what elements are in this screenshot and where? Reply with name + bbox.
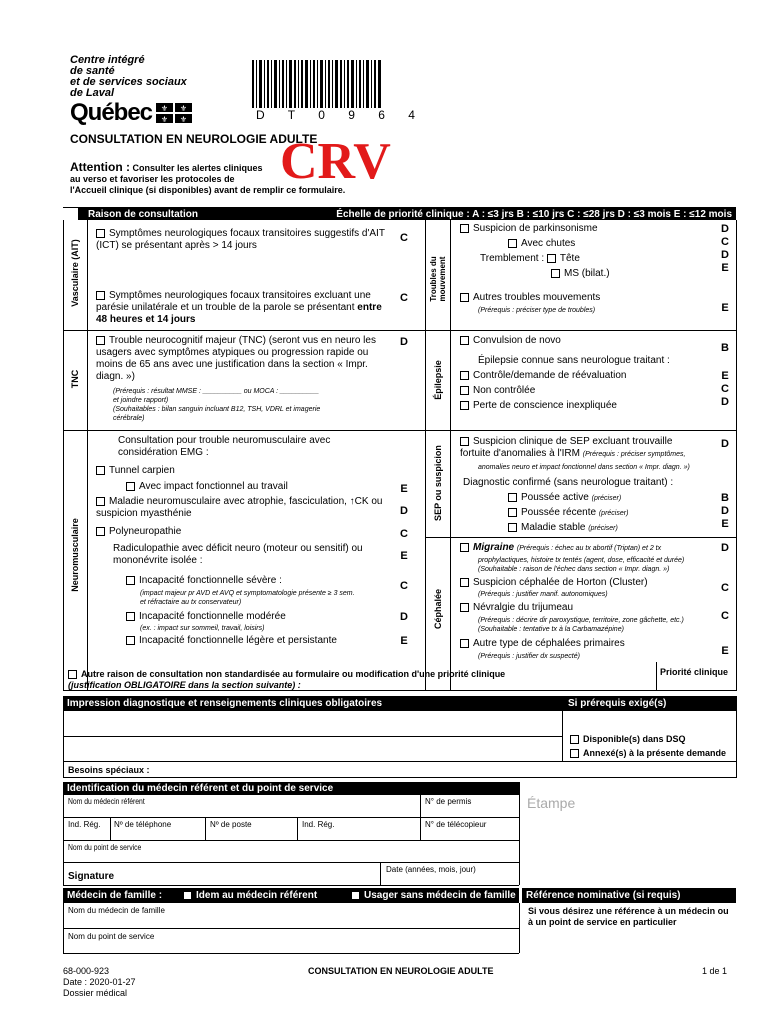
sep1-item[interactable]: Suspicion clinique de SEP excluant trouvaille fortuite d'anomalies à l'IRM (Prérequis : préciser symptômes,	[460, 436, 686, 459]
epil-c3[interactable]: Perte de conscience inexpliquée	[460, 400, 710, 412]
nm-severe[interactable]: Incapacité fonctionnelle sévère :	[126, 575, 386, 587]
section-vasculaire: Vasculaire (AIT)	[70, 239, 80, 307]
autre-ceph-item[interactable]: Autre type de céphalées primaires	[460, 638, 710, 650]
checkbox[interactable]	[551, 269, 560, 278]
epil-connue: Épilepsie connue sans neurologue traitant :	[478, 355, 670, 366]
sep1-note: anomalies neuro et impact fonctionnel dans section « Impr. diagn. »)	[478, 464, 690, 471]
checkbox[interactable]	[460, 401, 469, 410]
telecopieur-label: N° de télécopieur	[425, 820, 487, 829]
sep-stable[interactable]: Maladie stable (préciser)	[508, 522, 708, 534]
priority: C	[400, 232, 408, 244]
impression-header: Impression diagnostique et renseignements cliniques obligatoires Si prérequis exigé(s)	[63, 696, 737, 711]
priority: E	[400, 550, 408, 562]
nm-severe-note: (impact majeur pr AVD et AVQ et symptomatologie présente ≥ 3 sem. et réfractaire au tx conservateur)	[140, 590, 355, 606]
barcode	[252, 60, 382, 108]
ref-nominative-header: Référence nominative (si requis)	[522, 888, 736, 903]
priority: D	[400, 611, 408, 623]
tnc-prereq: (Prérequis : résultat MMSE : __________ ou MOCA : __________ et joindre rapport) (Souhaitables : bilan sanguin incluant B12, TSH, VDRL et imagerie cérébrale)	[113, 388, 321, 422]
quebec-logo: Québec ⚜ ⚜ ⚜ ⚜	[70, 99, 192, 127]
section-tnc: TNC	[70, 369, 80, 389]
impression-field-2[interactable]	[63, 737, 561, 760]
ind-reg-label: Ind. Rég.	[68, 820, 101, 829]
nm-poly[interactable]: Polyneuropathie	[96, 526, 376, 538]
divider-ait-tnc	[63, 330, 425, 331]
nm-moderee[interactable]: Incapacité fonctionnelle modérée	[126, 611, 386, 623]
barcode-text: D T 0 9 6 4	[256, 108, 425, 122]
checkbox[interactable]	[547, 254, 556, 263]
checkbox[interactable]	[460, 639, 469, 648]
checkbox[interactable]	[96, 229, 105, 238]
autre-ceph-note: (Prérequis : justifier dx suspecté)	[478, 653, 580, 660]
checkbox[interactable]	[126, 482, 135, 491]
divider-epi-sep	[425, 430, 736, 431]
horton-item[interactable]: Suspicion céphalée de Horton (Cluster)	[460, 577, 710, 589]
section-cephalee: Céphalée	[433, 588, 443, 630]
frame-corner	[63, 207, 77, 221]
svg-text:⚜: ⚜	[160, 104, 169, 113]
ident-header: Identification du médecin référent et du point de service	[63, 782, 519, 795]
checkbox[interactable]	[508, 239, 517, 248]
checkbox[interactable]	[508, 493, 517, 502]
reason-header: Raison de consultation	[78, 208, 230, 220]
divider-sep-ceph	[425, 537, 736, 538]
section-troubles: Troubles du mouvement	[429, 256, 447, 302]
section-sep: SEP ou suspicion	[433, 445, 443, 521]
checkbox[interactable]	[460, 371, 469, 380]
priority-scale-header: Échelle de priorité clinique : A : ≤3 jrs B : ≤10 jrs C : ≤28 jrs D : ≤3 mois E : ≤12 mois	[230, 208, 736, 220]
checkbox[interactable]	[183, 891, 192, 900]
id-div2	[205, 817, 206, 840]
right-border	[736, 220, 737, 690]
id-div3	[297, 817, 298, 840]
footer-left: 68-000-923 Date : 2020-01-27 Dossier médical	[63, 966, 136, 998]
imp-row3	[63, 777, 737, 778]
svg-text:⚜: ⚜	[179, 104, 188, 113]
priority: C	[400, 292, 408, 304]
nom-medecin-label: Nom du médecin référent	[68, 797, 145, 806]
checkbox[interactable]	[570, 749, 579, 758]
ait1-item[interactable]: Symptômes neurologiques focaux transitoires suggestifs d'AIT (ICT) se présentant après > 14 jours	[96, 228, 385, 251]
checkbox[interactable]	[96, 466, 105, 475]
checkbox[interactable]	[96, 336, 105, 345]
form-title: CONSULTATION EN NEUROLOGIE ADULTE	[70, 132, 318, 146]
nm-tunnel-impact[interactable]: Avec impact fonctionnel au travail	[126, 481, 386, 493]
priority: E	[400, 635, 408, 647]
migraine-note: prophylactiques, histoire tx tentés (agent, dose, efficacité et durée) (Souhaitable : raison de l'échec dans section « Impr. diagn. »)	[478, 557, 685, 573]
point-service-famille-label: Nom du point de service	[68, 932, 155, 941]
checkbox[interactable]	[126, 636, 135, 645]
nm-tunnel[interactable]: Tunnel carpien	[96, 465, 376, 477]
section-neuromusculaire: Neuromusculaire	[70, 518, 80, 592]
migraine-item[interactable]: Migraine (Prérequis : échec au tx abortif (Triptan) et 2 tx	[460, 542, 710, 554]
checkbox[interactable]	[460, 543, 469, 552]
imp-row2	[63, 761, 737, 762]
crv-stamp: CRV	[280, 133, 391, 190]
fam-row1	[63, 928, 519, 929]
imp-right	[736, 711, 737, 777]
nom-medecin-famille-label: Nom du médecin de famille	[68, 906, 165, 915]
signature-label: Signature	[68, 871, 115, 882]
checkbox[interactable]	[508, 508, 517, 517]
section-col-left	[87, 220, 88, 690]
autres-item[interactable]: Autres troubles mouvements	[460, 292, 710, 304]
epil-c2[interactable]: Non contrôlée	[460, 385, 710, 397]
sans-medecin-option[interactable]: Usager sans médecin de famille	[351, 890, 516, 901]
id-row3	[63, 862, 519, 863]
sep-active[interactable]: Poussée active (préciser)	[508, 492, 708, 504]
priority: C	[721, 610, 729, 622]
id-row1	[63, 817, 519, 818]
divider-tnc-nm	[63, 430, 425, 431]
checkbox[interactable]	[460, 437, 469, 446]
nm-radic: Radiculopathie avec déficit neuro (moteur ou sensitif) ou mononévrite isolée :	[113, 543, 363, 566]
park-item[interactable]: Suspicion de parkinsonisme	[460, 223, 700, 235]
horton-note: (Prérequis : justifier manif. autonomiques)	[478, 591, 608, 598]
priority: D	[721, 438, 729, 450]
point-service-label: Nom du point de service	[68, 843, 142, 852]
priority: D	[400, 505, 408, 517]
besoins-label: Besoins spéciaux :	[68, 765, 150, 775]
checkbox[interactable]	[126, 576, 135, 585]
priority: C	[721, 582, 729, 594]
priority: D	[400, 336, 408, 348]
checkbox[interactable]	[460, 386, 469, 395]
priority: E	[400, 483, 408, 495]
checkbox[interactable]	[96, 291, 105, 300]
fam-right	[519, 903, 520, 953]
permis-label: N° de permis	[425, 797, 472, 806]
nevralgie-note: (Prérequis : décrire dir paroxystique, territoire, zone gâchette, etc.) (Souhaitable : tentative tx à la Carbamazépine)	[478, 617, 684, 633]
priority: C	[400, 580, 408, 592]
id-row4	[63, 885, 519, 886]
other-reason[interactable]: Autre raison de consultation non standardisée au formulaire ou modification d'une priorité clinique (justification OBLIGATOIRE dans la section suivante) :	[68, 669, 506, 690]
epil-c1[interactable]: Contrôle/demande de réévaluation	[460, 370, 710, 382]
section-col-right	[450, 220, 451, 690]
svg-text:⚜: ⚜	[160, 115, 169, 123]
idem-option[interactable]: Idem au médecin référent	[183, 890, 317, 901]
divider-tm-epi	[425, 330, 736, 331]
id-right	[519, 782, 520, 885]
section-epilepsie: Épilepsie	[433, 360, 443, 400]
impression-field-1[interactable]	[63, 712, 561, 735]
checkbox[interactable]	[96, 497, 105, 506]
prio-box-divider	[656, 662, 657, 690]
nevralgie-item[interactable]: Névralgie du trijumeau	[460, 602, 710, 614]
nm-legere[interactable]: Incapacité fonctionnelle légère et persistante	[126, 635, 386, 647]
nm-maladie[interactable]: Maladie neuromusculaire avec atrophie, fasciculation, ↑CK ou suspicion myasthénie	[96, 496, 383, 519]
ref-nominative-text: Si vous désirez une référence à un médecin ou à un point de service en particulier	[528, 906, 729, 927]
checkbox[interactable]	[460, 293, 469, 302]
tnc-item[interactable]: Trouble neurocognitif majeur (TNC) (seront vus en neuro les usagers avec symptômes atypiques ou progression rapide ou moins de 65 ans avec une justification dans la section « Impr. diagn. »)	[96, 335, 376, 382]
org-name: Centre intégré de santé et de services sociaux de Laval	[70, 54, 187, 99]
checkbox[interactable]	[460, 336, 469, 345]
left-border	[63, 220, 64, 690]
convulsion-item[interactable]: Convulsion de novo	[460, 335, 710, 347]
ind-reg-2-label: Ind. Rég.	[302, 820, 335, 829]
id-div1	[110, 817, 111, 840]
checkbox[interactable]	[460, 578, 469, 587]
nm-moderee-note: (ex. : impact sur sommeil, travail, loisirs)	[140, 625, 265, 632]
priority-column: B D E	[721, 492, 729, 530]
priority-clinique-label: Priorité clinique	[660, 667, 729, 677]
priority: B	[721, 342, 729, 354]
footer-page: 1 de 1	[702, 966, 728, 976]
checkbox[interactable]	[570, 735, 579, 744]
priority: D	[721, 542, 729, 554]
checkbox[interactable]	[68, 670, 77, 679]
autres-note: (Prérequis : préciser type de troubles)	[478, 307, 596, 314]
poste-label: Nº de poste	[210, 820, 252, 829]
priority-column: E C D	[721, 370, 729, 408]
sep-recente[interactable]: Poussée récente (préciser)	[508, 507, 708, 519]
tremblement-item: Tremblement : Tête	[480, 253, 580, 264]
ait2-item[interactable]: Symptômes neurologiques focaux transitoires excluant une parésie unilatérale et un trouble de la parole se présentant entre 48 heures et 14 jours	[96, 290, 382, 325]
checkbox[interactable]	[508, 523, 517, 532]
priority: C	[400, 528, 408, 540]
footer-title: CONSULTATION EN NEUROLOGIE ADULTE	[308, 966, 494, 976]
mid-divider	[425, 220, 426, 690]
priority: E	[721, 302, 729, 314]
attention-note: Attention : Consulter les alertes cliniques au verso et favoriser les protocoles de l'Accueil clinique (si disponibles) avant de remplir ce formulaire.	[70, 160, 346, 195]
priority: E	[721, 645, 729, 657]
fleur-de-lis-icon	[156, 103, 192, 123]
ms-item[interactable]: MS (bilat.)	[551, 268, 701, 280]
annexe-option[interactable]: Annexé(s) à la présente demande	[570, 748, 726, 758]
fam-row2	[63, 953, 519, 954]
sep-diag: Diagnostic confirmé (sans neurologue traitant) :	[463, 477, 674, 488]
checkbox[interactable]	[460, 603, 469, 612]
date-label: Date (années, mois, jour)	[386, 865, 476, 874]
checkbox[interactable]	[96, 527, 105, 536]
dsq-option[interactable]: Disponible(s) dans DSQ	[570, 734, 686, 744]
etampe-label: Étampe	[527, 795, 576, 811]
checkbox[interactable]	[460, 224, 469, 233]
nm-intro: Consultation pour trouble neuromusculaire avec considération EMG :	[118, 435, 331, 458]
chutes-item[interactable]: Avec chutes	[508, 238, 708, 250]
checkbox[interactable]	[126, 612, 135, 621]
checkbox[interactable]	[351, 891, 360, 900]
svg-text:⚜: ⚜	[179, 115, 188, 123]
priority-column: D C D E	[721, 223, 729, 274]
famille-header: Médecin de famille : Idem au médecin référent Usager sans médecin de famille	[63, 888, 519, 903]
tel-label: Nº de téléphone	[114, 820, 172, 829]
id-row2	[63, 840, 519, 841]
id-div4	[380, 862, 381, 885]
